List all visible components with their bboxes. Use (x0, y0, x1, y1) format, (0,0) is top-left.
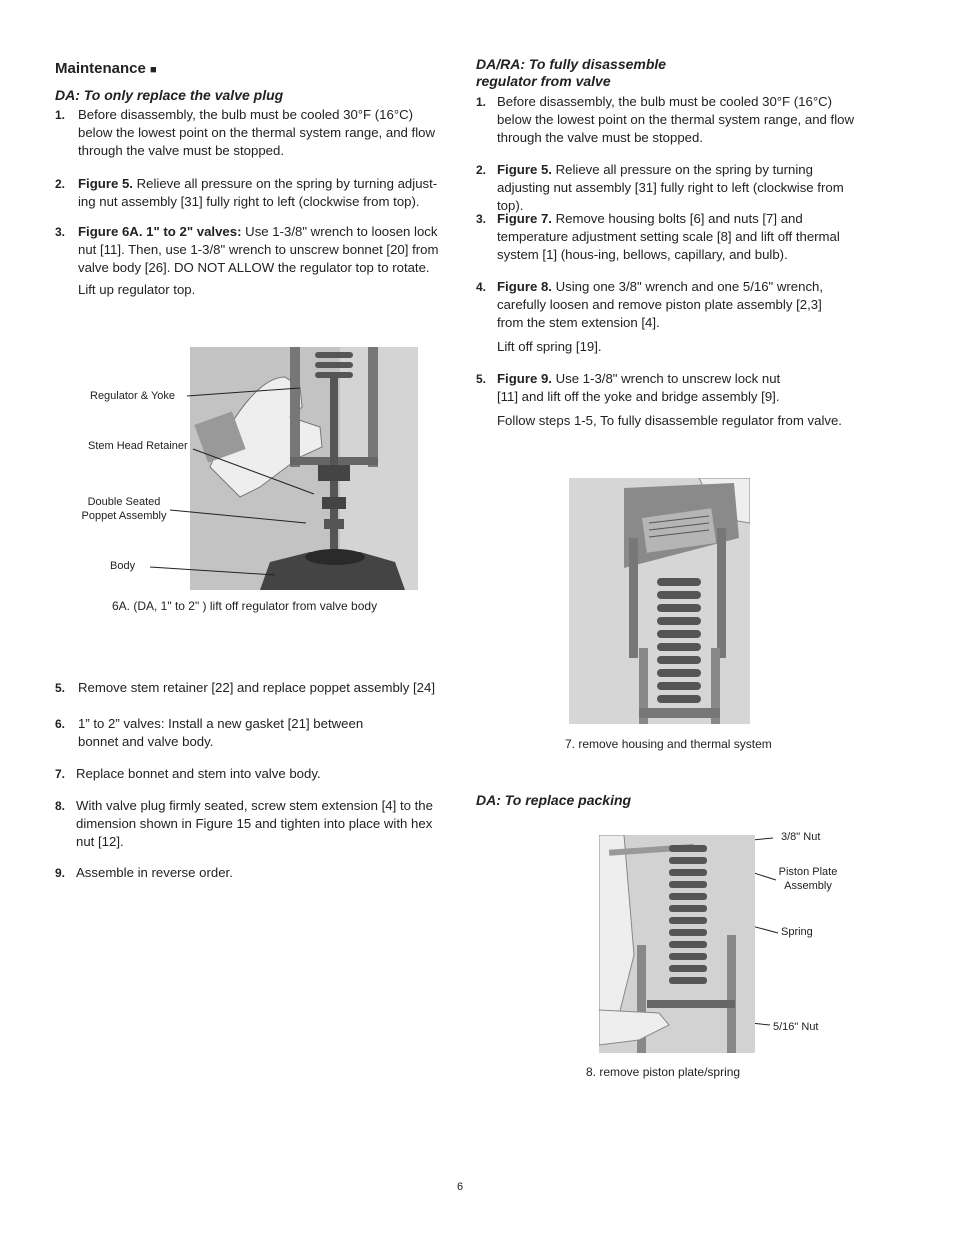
label-stem-head-retainer: Stem Head Retainer (88, 440, 188, 452)
list-item: 3. Figure 6A. 1" to 2" valves: Use 1-3/8" wrench to loosen lock nut [11]. Then, use 1-3/8" wrench to unscrew bonnet [20] from valve body [26]. DO NOT ALLOW the regulator top to rotate. Lift up regulator top. (55, 224, 439, 297)
list-item: 1. Before disassembly, the bulb must be cooled 30°F (16°C) below the lowest point on the thermal system range, and flow through the valve must be stopped. (55, 107, 435, 158)
list-item: 5. Remove stem retainer [22] and replace poppet assembly [24] (55, 680, 435, 695)
list-item: 7. Replace bonnet and stem into valve body. (55, 766, 321, 781)
label-3-8-nut: 3/8" Nut (781, 831, 821, 843)
figure-7-caption: 7. remove housing and thermal system (565, 737, 772, 751)
list-item: 1. Before disassembly, the bulb must be cooled 30°F (16°C) below the lowest point on the thermal system range, and flow through the valve must be stopped. (476, 94, 854, 145)
figure-6a-caption: 6A. (DA, 1" to 2" ) lift off regulator from valve body (112, 599, 378, 613)
list-item: 6. 1” to 2” valves: Install a new gasket [21] between bonnet and valve body. (55, 716, 364, 749)
list-item: 2. Figure 5. Relieve all pressure on the spring by turning adjust-ing nut assembly [31] fully right to left (clockwise from top). (55, 176, 438, 209)
subheading-packing: DA: To replace packing (476, 792, 632, 808)
list-item: 2. Figure 5. Relieve all pressure on the spring by turning adjusting nut assembly [31] fully right to left (clockwise from top). (476, 162, 844, 213)
section-heading: Maintenance ■ (55, 60, 157, 77)
label-regulator-yoke: Regulator & Yoke (90, 390, 176, 402)
label-piston-plate: Piston Plate Assembly (778, 866, 838, 892)
list-item: 4. Figure 8. Using one 3/8" wrench and one 5/16" wrench, carefully loosen and remove piston plate assembly [2,3] from the stem extension [4]. Lift off spring [19]. (476, 279, 824, 354)
figure-7-photo (569, 478, 750, 724)
page-number: 6 (457, 1181, 464, 1193)
figure-8-photo (599, 835, 755, 1053)
label-poppet-assembly: Double Seated Poppet Assembly (81, 496, 167, 522)
label-body: Body (110, 560, 136, 572)
list-item: 8. With valve plug firmly seated, screw stem extension [4] to the dimension shown in Figure 15 and tighten into place with hex nut [12]. (55, 798, 433, 849)
list-item: 9. Assemble in reverse order. (55, 865, 233, 880)
list-item: 3. Figure 7. Remove housing bolts [6] and nuts [7] and temperature adjustment setting scale [8] and lift off thermal system [1] (hous-ing, bellows, capillary, and bulb). (476, 211, 840, 262)
figure-8-caption: 8. remove piston plate/spring (586, 1065, 741, 1079)
label-spring: Spring (781, 926, 813, 938)
subheading-disassemble: DA/RA: To fully disassemble regulator from valve (476, 56, 667, 89)
subheading-valve-plug: DA: To only replace the valve plug (55, 87, 284, 103)
label-5-16-nut: 5/16" Nut (773, 1021, 819, 1033)
list-item: 5. Figure 9. Use 1-3/8" wrench to unscrew lock nut [11] and lift off the yoke and bridge assembly [9]. Follow steps 1-5, To fully disassemble regulator from valve. (476, 371, 842, 428)
